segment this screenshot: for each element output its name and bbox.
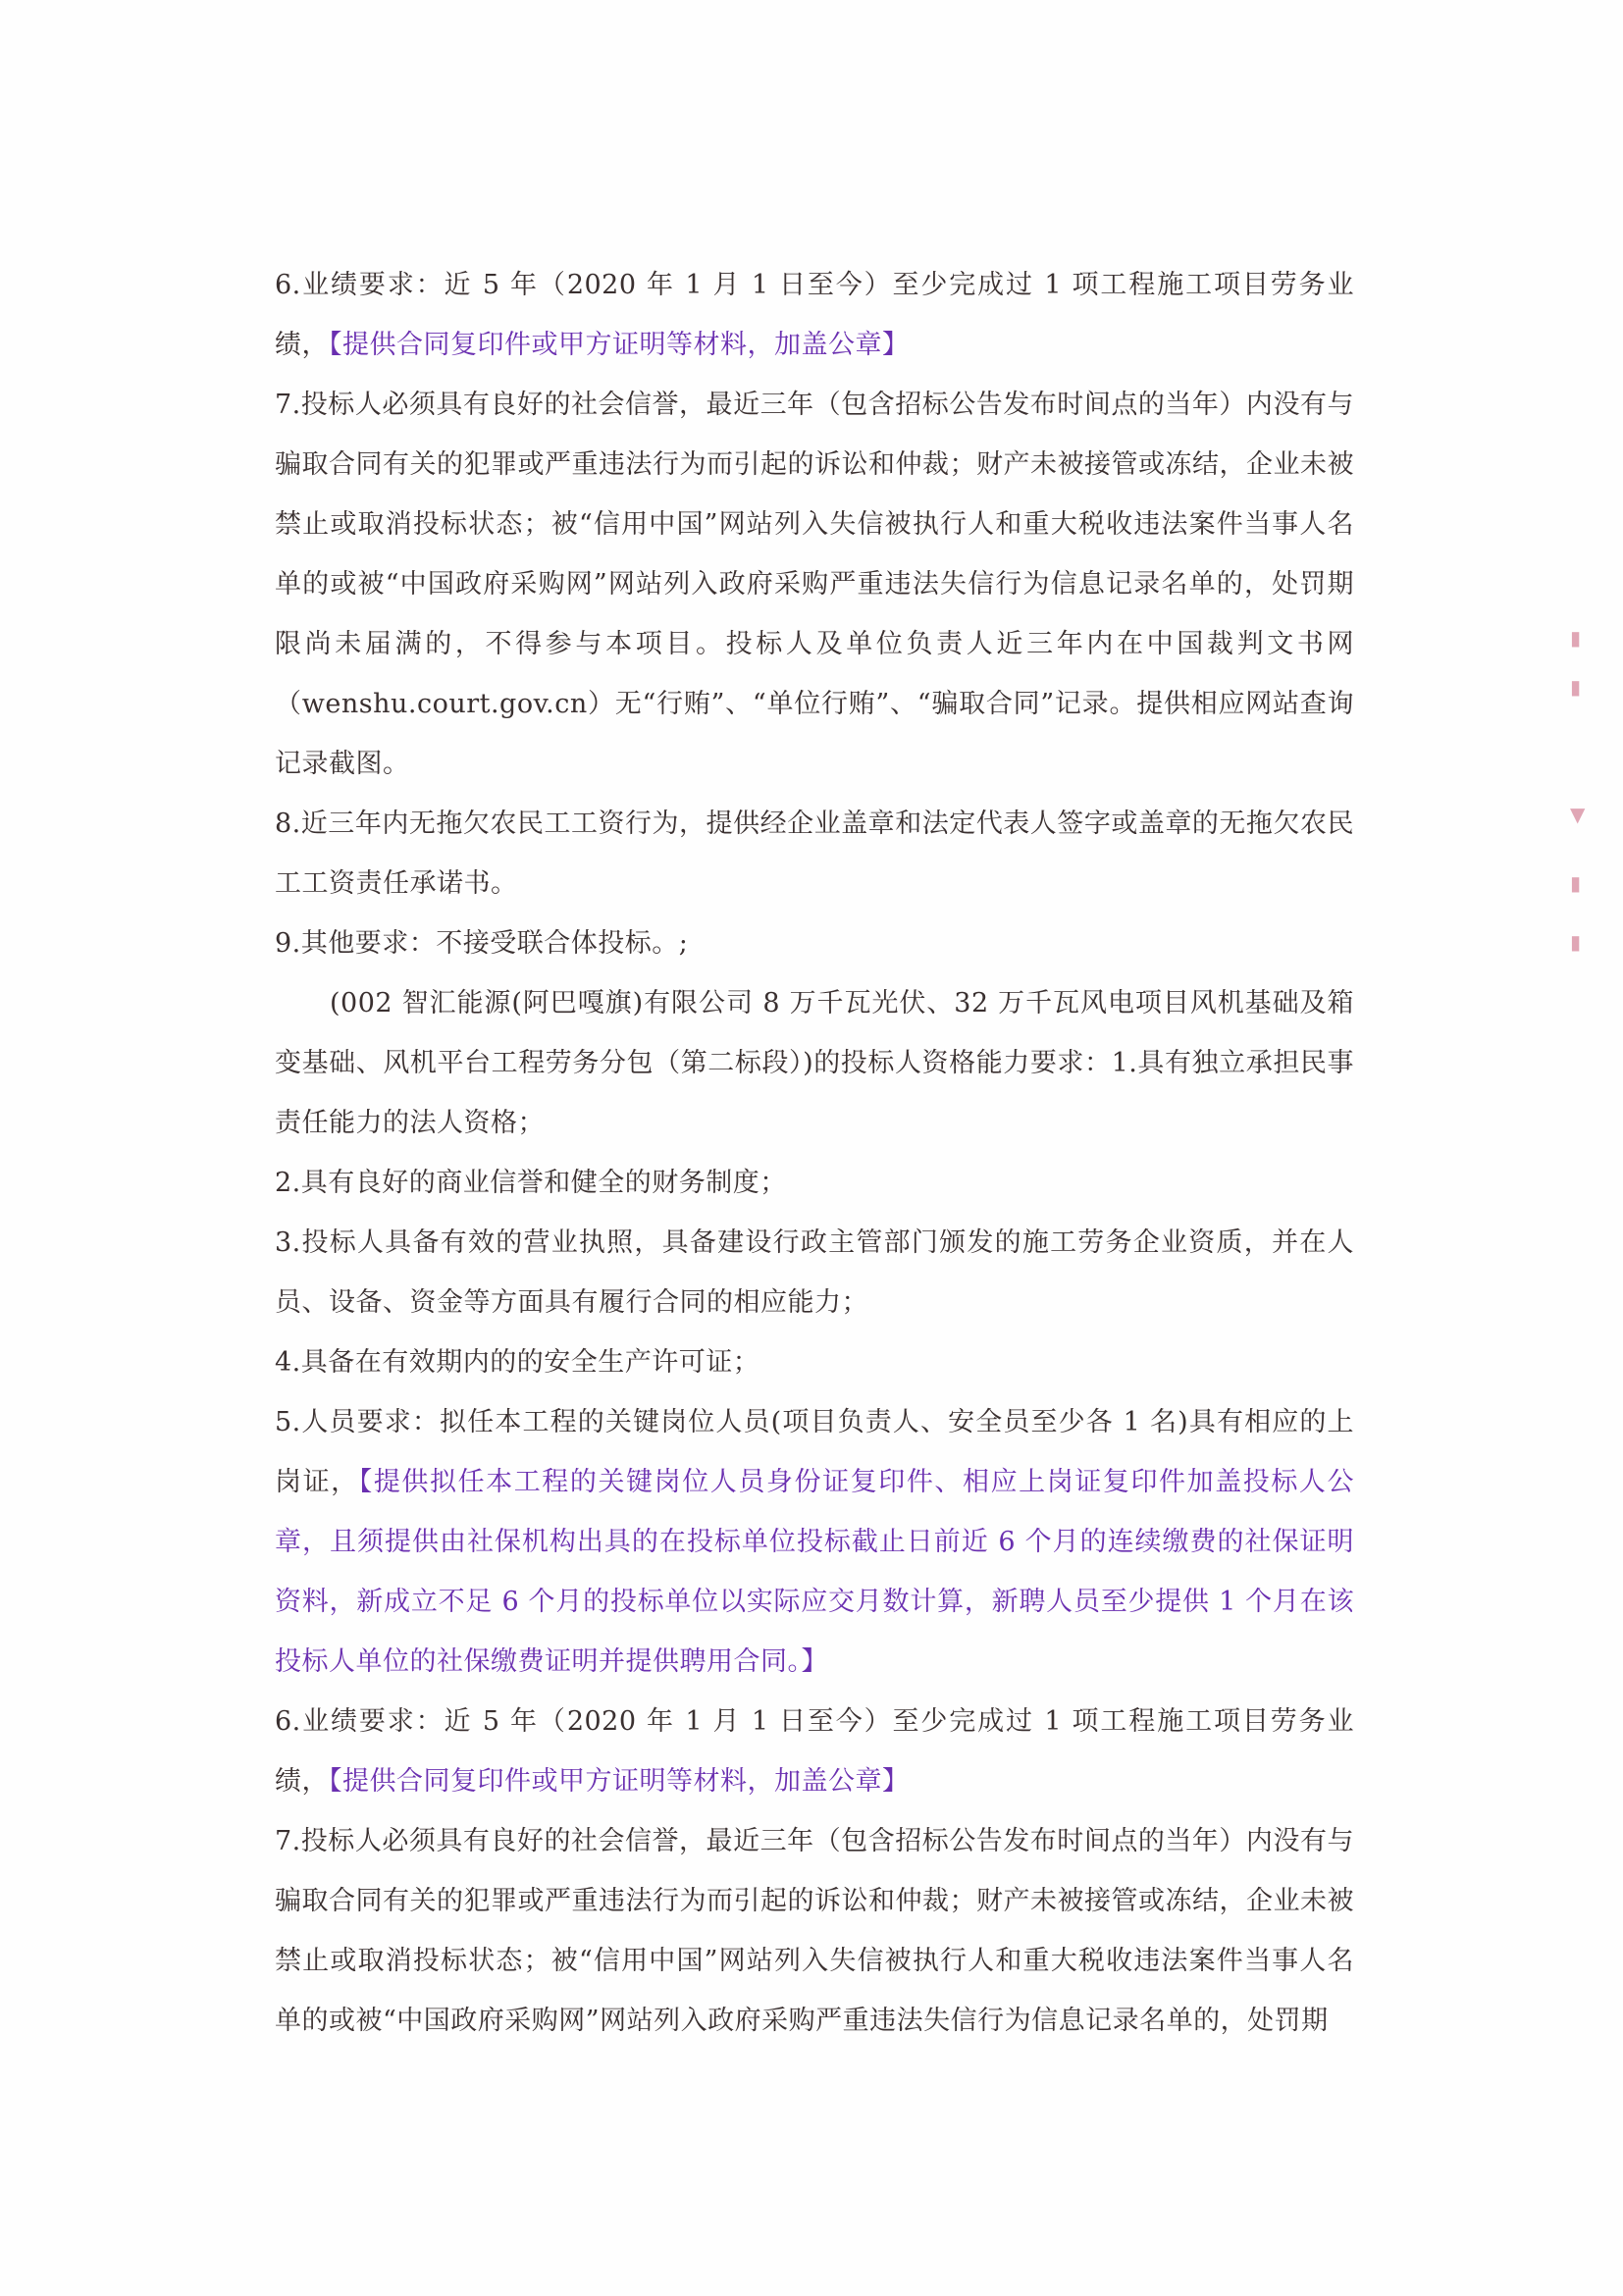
paragraph-p4 [275,913,1354,973]
paragraph-p2 [275,375,1354,794]
paragraph-text: 4.具备在有效期内的的安全生产许可证； [275,1347,760,1378]
document-body [275,255,1354,2051]
seal-mark: ▮ [1570,675,1582,699]
paragraph-text: 9.其他要求：不接受联合体投标。; [275,928,689,959]
highlighted-text: 【提供拟任本工程的关键岗位人员身份证复印件、相应上岗证复印件加盖投标人公章，且须提供由社保机构出具的在投标单位投标截止日前近 6 个月的连续缴费的社保证明资料，新成立不足 6 个月的投标单位以实际应交月数计算，新聘人员至少提供 1 个月在该投标人单位的社保缴费证明并提供聘用合同。】 [275,1467,1355,1677]
seal-mark: ▮ [1570,626,1582,650]
paragraph-text: 8.近三年内无拖欠农民工工资行为，提供经企业盖章和法定代表人签字或盖章的无拖欠农民工工资责任承诺书。 [275,809,1354,899]
paragraph-text: 7.投标人必须具有良好的社会信誉，最近三年（包含招标公告发布时间点的当年）内没有与骗取合同有关的犯罪或严重违法行为而引起的诉讼和仲裁；财产未被接管或冻结，企业未被禁止或取消投标状态；被“信用中国”网站列入失信被执行人和重大税收违法案件当事人名单的或被“中国政府采购网”网站列入政府采购严重违法失信行为信息记录名单的，处罚期 [275,1826,1354,2036]
paragraph-p3 [275,794,1354,913]
paragraph-p6 [275,1153,1354,1213]
paragraph-p10 [275,1692,1354,1811]
paragraph-p1 [275,255,1354,375]
paragraph-p11 [275,1811,1354,2051]
paragraph-text: (002 智汇能源(阿巴嘎旗)有限公司 8 万千瓦光伏、32 万千瓦风电项目风机基础及箱变基础、风机平台工程劳务分包（第二标段）)的投标人资格能力要求：1.具有独立承担民事责任能力的法人资格； [275,988,1354,1138]
paragraph-text: 6.业绩要求：近 5 年（2020 年 1 月 1 日至今）至少完成过 1 项工程施工项目劳务业绩， [275,270,1354,360]
paragraph-p9 [275,1392,1354,1692]
paragraph-text: 5.人员要求：拟任本工程的关键岗位人员(项目负责人、安全员至少各 1 名)具有相应的上岗证， [275,1407,1354,1497]
highlighted-text: 【提供合同复印件或甲方证明等材料，加盖公章】 [329,1766,910,1797]
seal-stamp-edge [1570,628,1609,981]
paragraph-p5 [275,973,1354,1153]
seal-mark: ▮ [1570,930,1582,954]
paragraph-p7 [275,1213,1354,1332]
paragraph-text: 7.投标人必须具有良好的社会信誉，最近三年（包含招标公告发布时间点的当年）内没有与骗取合同有关的犯罪或严重违法行为而引起的诉讼和仲裁；财产未被接管或冻结，企业未被禁止或取消投标状态；被“信用中国”网站列入失信被执行人和重大税收违法案件当事人名单的或被“中国政府采购网”网站列入政府采购严重违法失信行为信息记录名单的，处罚期限尚未届满的，不得参与本项目。投标人及单位负责人近三年内在中国裁判文书网（wenshu.court.gov.cn）无“行贿”、“单位行贿”、“骗取合同”记录。提供相应网站查询记录截图。 [275,390,1354,779]
seal-mark: ▼ [1570,803,1586,826]
paragraph-text: 6.业绩要求：近 5 年（2020 年 1 月 1 日至今）至少完成过 1 项工程施工项目劳务业绩， [275,1706,1354,1797]
paragraph-p8 [275,1332,1354,1392]
highlighted-text: 【提供合同复印件或甲方证明等材料，加盖公章】 [329,330,910,360]
paragraph-text: 3.投标人具备有效的营业执照，具备建设行政主管部门颁发的施工劳务企业资质，并在人员、设备、资金等方面具有履行合同的相应能力； [275,1227,1354,1318]
seal-mark: ▮ [1570,871,1582,895]
paragraph-text: 2.具有良好的商业信誉和健全的财务制度； [275,1168,787,1198]
